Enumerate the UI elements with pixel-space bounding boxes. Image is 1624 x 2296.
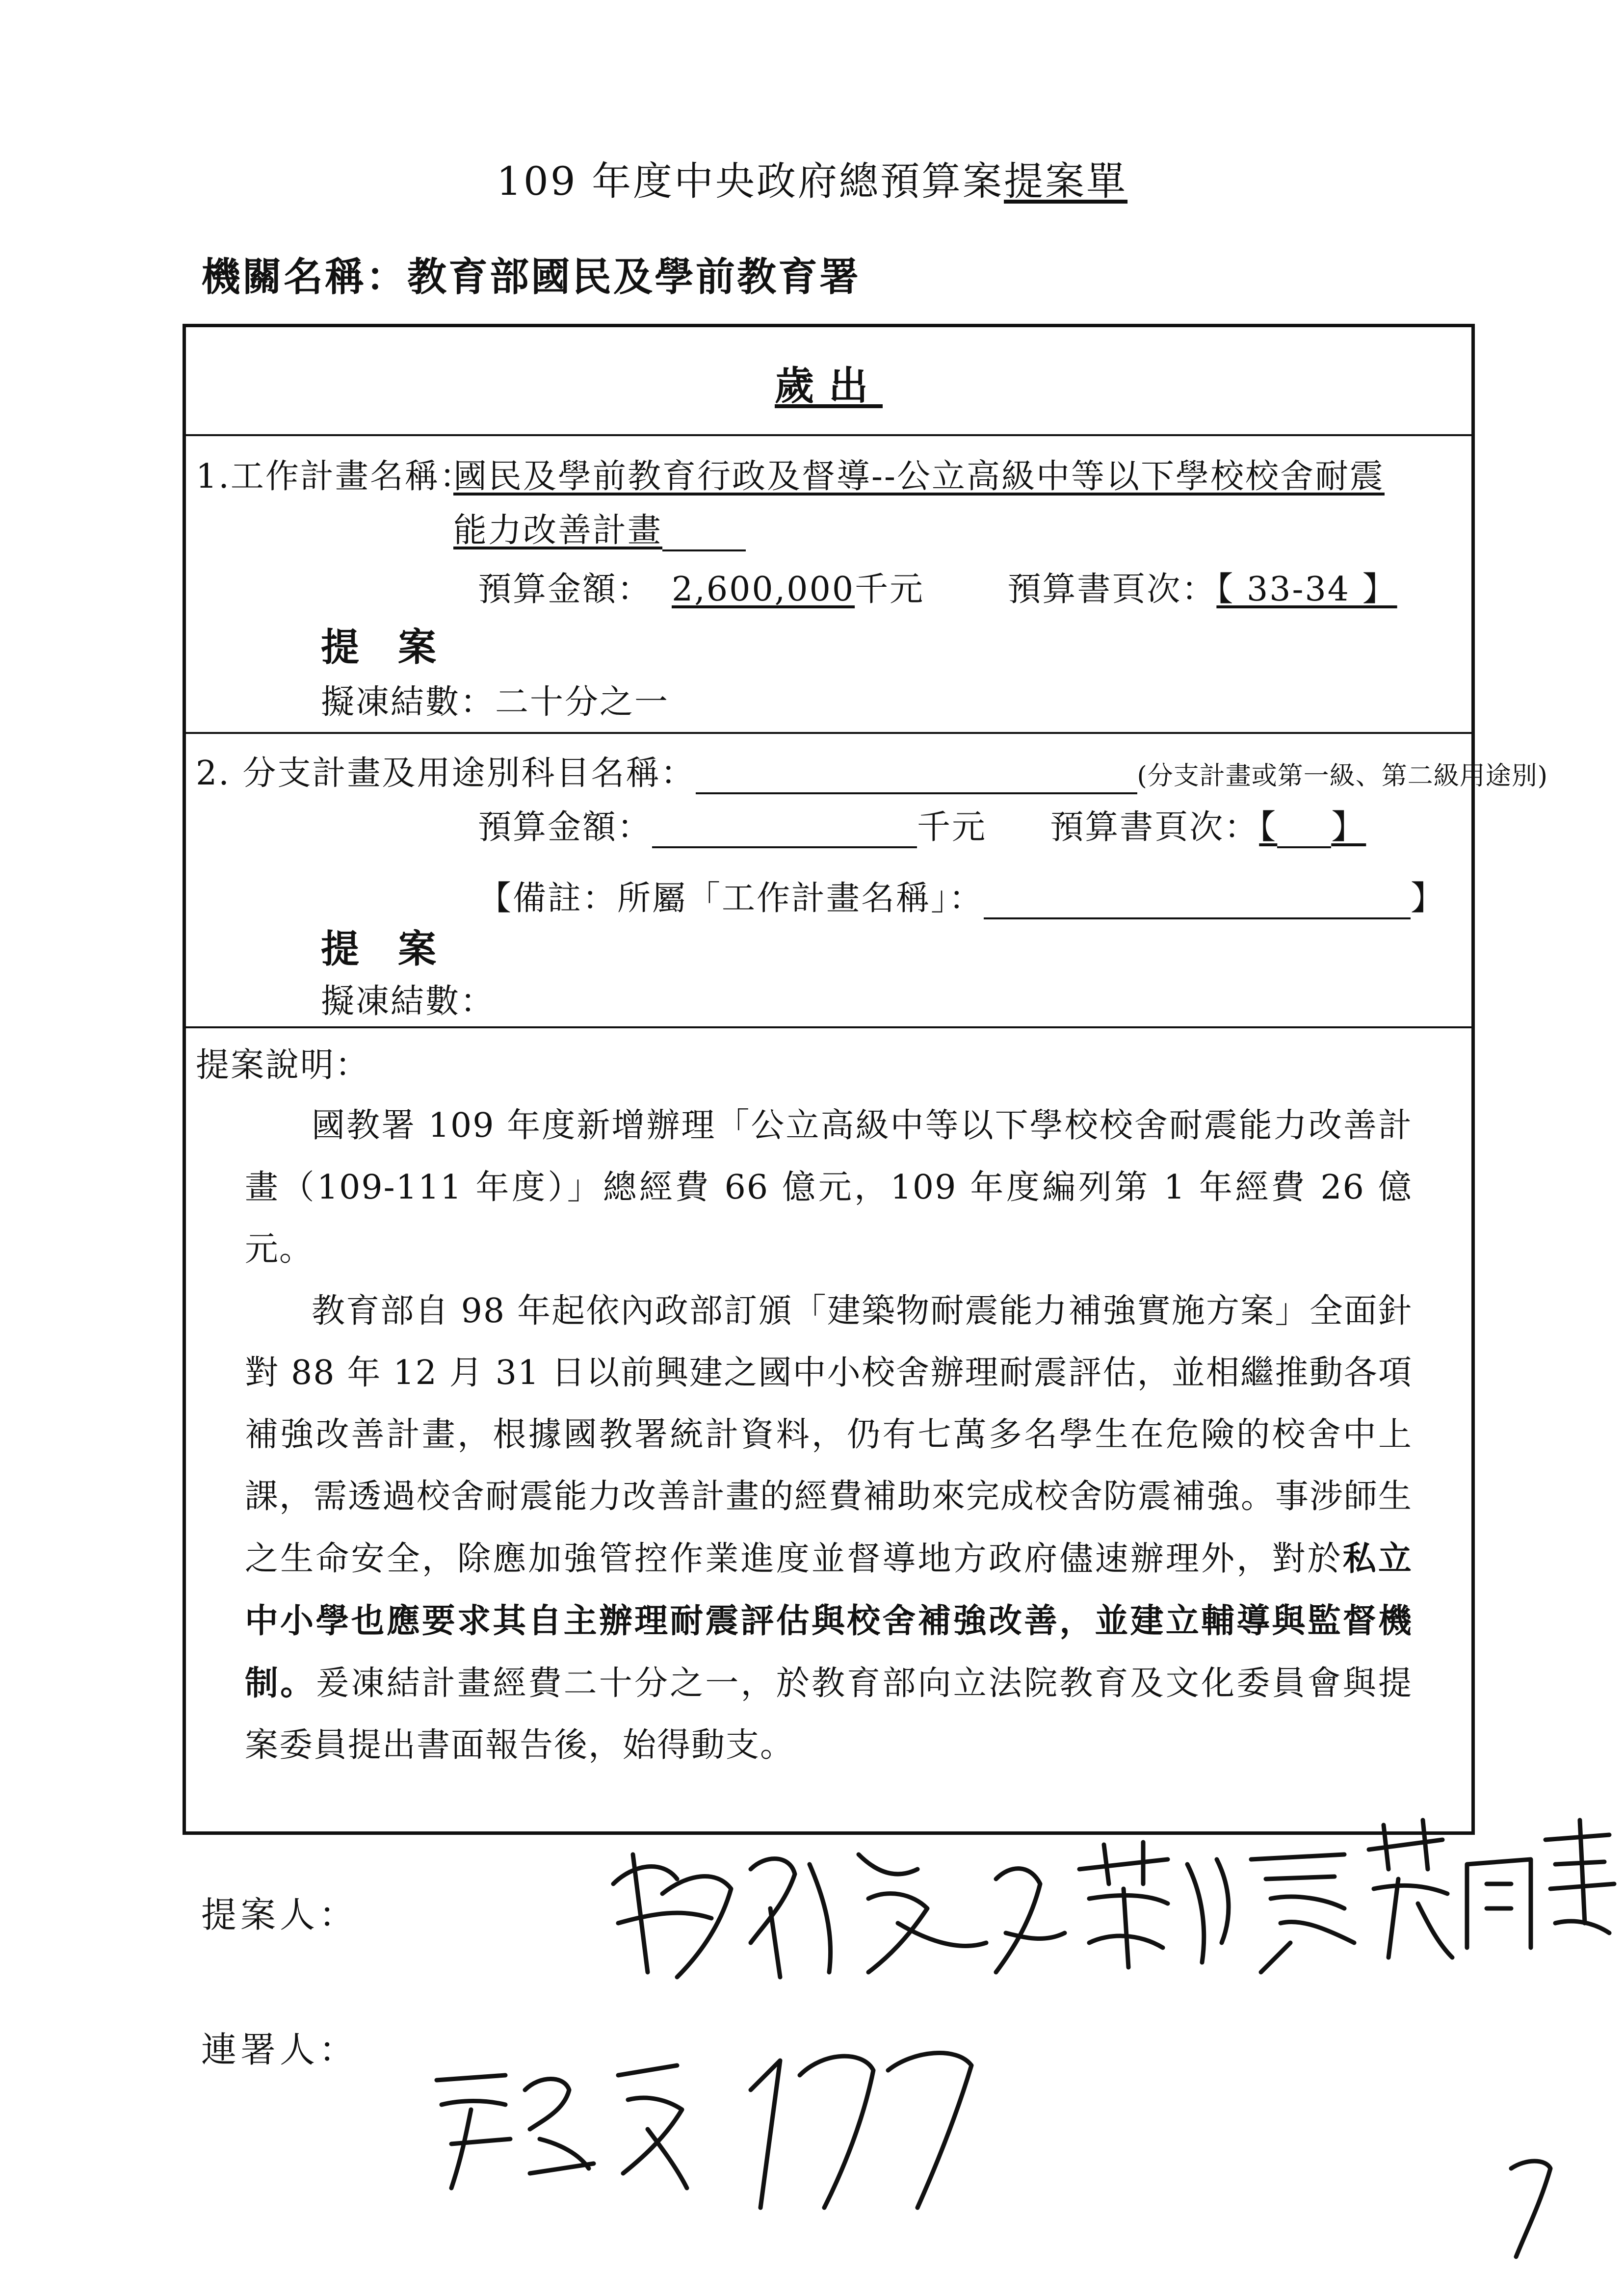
emphasis-text: 私立中小學也應要求其自主辦理耐震評估與校舍補強改善，並建立輔導與監督機制。 bbox=[245, 1539, 1413, 1703]
budget-amount: 2,600,000 bbox=[672, 570, 855, 609]
budget-unit: 千元 bbox=[917, 808, 987, 847]
title-suffix: 提案單 bbox=[1004, 158, 1128, 204]
divider bbox=[186, 732, 1471, 734]
remark-close: 】 bbox=[1411, 879, 1446, 918]
page-label: 預算書頁次： bbox=[1007, 570, 1217, 609]
cosigner-label: 連署人： bbox=[201, 2029, 359, 2070]
cosigner-signature-1 bbox=[422, 2046, 697, 2203]
margin-mark bbox=[1496, 2149, 1565, 2267]
title-main: 109 年度中央政府總預算案 bbox=[496, 158, 1004, 204]
item1-proposal-heading: 提 案 bbox=[321, 625, 449, 670]
proposal-form bbox=[183, 324, 1548, 1835]
item1-plan-name-line2: 能力改善計畫 bbox=[453, 504, 746, 551]
explanation-paragraph-1: 國教署 109 年度新增辦理「公立高級中等以下學校校舍耐震能力改善計畫（109-111 年度）」總經費 66 億元，109 年度編列第 1 年經費 26 億元。 bbox=[245, 1106, 1413, 1269]
page-range: 【 33-34 】 bbox=[1216, 570, 1397, 609]
item1-plan-name-line1: 國民及學前教育行政及督導--公立高級中等以下學校校舍耐震 bbox=[453, 457, 1385, 496]
page-open: 【 bbox=[1259, 808, 1278, 847]
item1-budget-row bbox=[478, 563, 1397, 610]
item2-note: (分支計畫或第一級、第二級用途別) bbox=[1137, 761, 1548, 791]
page-close: 】 bbox=[1331, 808, 1366, 847]
proposer-signature-3 bbox=[1354, 1810, 1619, 1967]
item2-budget-row bbox=[478, 801, 1366, 848]
document-title bbox=[0, 150, 1624, 206]
cosigner-signature-2 bbox=[736, 2031, 991, 2218]
explanation-heading: 提案說明： bbox=[196, 1046, 370, 1085]
budget-label: 預算金額： bbox=[478, 808, 653, 847]
section-header: 歲出 bbox=[775, 363, 883, 409]
freeze-label: 擬凍結數： bbox=[321, 683, 496, 722]
remark-blank bbox=[984, 888, 1411, 919]
item2-label: 2. 分支計畫及用途別科目名稱： bbox=[196, 754, 696, 793]
proposer-signature-1 bbox=[603, 1825, 1074, 1992]
divider bbox=[186, 1026, 1471, 1028]
page-label: 預算書頁次： bbox=[1050, 808, 1259, 847]
budget-unit: 千元 bbox=[855, 570, 925, 609]
item2-name-blank bbox=[696, 763, 1137, 794]
budget-label: 預算金額： bbox=[478, 570, 653, 609]
item1-label: 1.工作計畫名稱： bbox=[196, 457, 474, 496]
freeze-amount: 二十分之一 bbox=[495, 683, 670, 722]
item2-remark-row bbox=[478, 872, 1445, 919]
item1-freeze-row bbox=[321, 676, 669, 723]
item2-proposal-heading: 提 案 bbox=[321, 927, 449, 971]
proposer-label: 提案人： bbox=[201, 1894, 359, 1935]
proposer-signature-2 bbox=[1070, 1830, 1374, 1977]
item2-freeze-label: 擬凍結數： bbox=[321, 982, 496, 1021]
explanation-paragraph-2: 教育部自 98 年起依內政部訂頒「建築物耐震能力補強實施方案」全面針對 88 年 12 月 31 日以前興建之國中小校舍辦理耐震評估，並相繼推動各項補強改善計畫，根據國教署統計資料，仍有七萬多名學生在危險的校舍中上課，需透過校舍耐震能力改善計畫的經費補助來完成校舍防震補強。事涉師生之生命安全，除應加強管控作業進度並督導地方政府儘速辦理外，對於私立中小學也應要求其自主辦理耐震評估與校舍補強改善，並建立輔導與監督機制。爰凍結計畫經費二十分之一，於教育部向立法院教育及文化委員會與提案委員提出書面報告後，始得動支。 bbox=[245, 1292, 1413, 1765]
item2-label-row bbox=[196, 747, 1548, 794]
agency-name: 機關名稱：教育部國民及學前教育署 bbox=[201, 254, 861, 300]
explanation-body bbox=[245, 1095, 1413, 1776]
remark-label: 【備註：所屬「工作計畫名稱」： bbox=[478, 879, 984, 918]
divider bbox=[186, 434, 1471, 436]
budget-blank bbox=[652, 817, 917, 848]
